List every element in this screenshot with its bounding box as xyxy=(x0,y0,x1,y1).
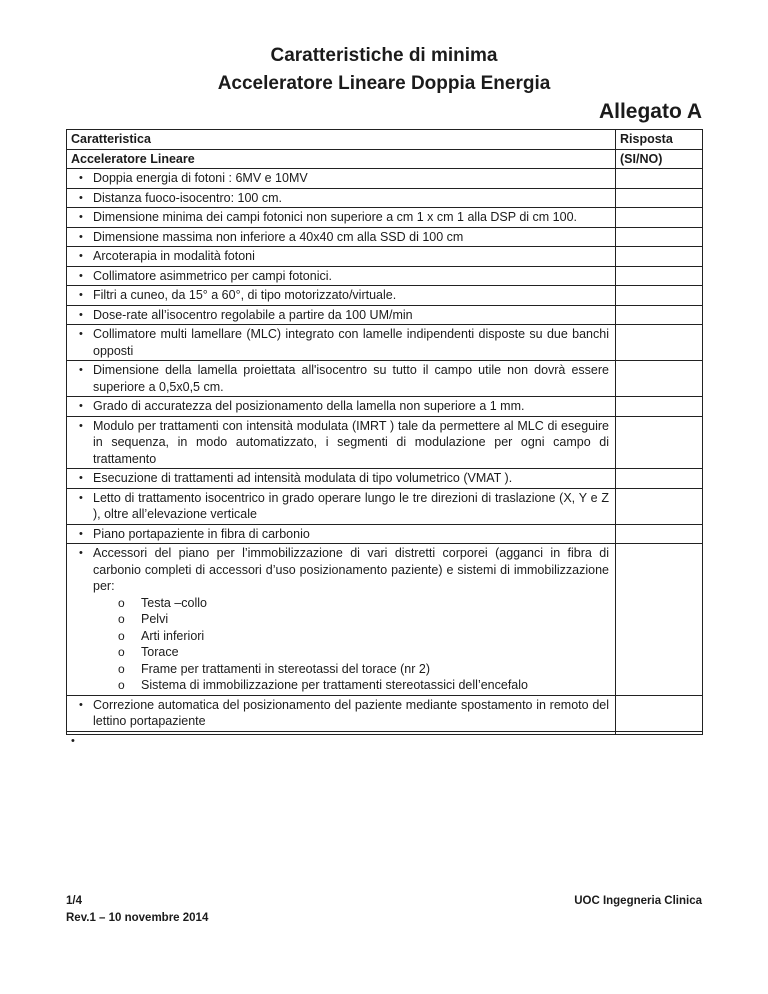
requirement-text: Modulo per trattamenti con intensità modulata (IMRT ) tale da permettere al MLC di eseguire in sequenza, in modo automatizzato, i segmenti di modulazione per ogni campo di trattamento xyxy=(93,418,609,466)
requirement-text: Grado di accuratezza del posizionamento della lamella non superiore a 1 mm. xyxy=(93,399,525,413)
bullet-icon: • xyxy=(79,547,83,559)
table-row xyxy=(67,695,703,731)
requirement-cell xyxy=(67,227,616,247)
answer-cell xyxy=(616,325,703,361)
page-footer xyxy=(66,893,702,927)
answer-cell xyxy=(616,416,703,469)
answer-cell xyxy=(616,208,703,228)
requirement-cell xyxy=(67,731,616,747)
bullet-icon: • xyxy=(79,211,83,223)
requirement-text: Dimensione della lamella proiettata all'isocentro su tutto il campo utile non dovrà essere superiore a 0,5x0,5 cm. xyxy=(93,363,609,394)
answer-cell xyxy=(616,286,703,306)
bullet-icon: • xyxy=(79,491,83,504)
circle-bullet-icon: o xyxy=(118,678,125,692)
requirement-text: Esecuzione di trattamenti ad intensità modulata di tipo volumetrico (VMAT ). xyxy=(93,471,513,485)
requirement-cell xyxy=(67,469,616,489)
department-label: UOC Ingegneria Clinica xyxy=(574,895,702,907)
sub-item-text: Frame per trattamenti in stereotassi del torace (nr 2) xyxy=(141,661,431,676)
circle-bullet-icon: o xyxy=(118,661,125,676)
answer-cell xyxy=(616,227,703,247)
bullet-icon: • xyxy=(79,364,83,376)
table-row xyxy=(67,524,703,544)
bullet-icon: • xyxy=(79,191,83,204)
table-row xyxy=(67,469,703,489)
requirement-cell xyxy=(67,524,616,544)
requirement-cell xyxy=(67,361,616,397)
revision-label: Rev.1 – 10 novembre 2014 xyxy=(66,912,209,924)
table-row xyxy=(67,286,703,306)
table-row xyxy=(67,266,703,286)
footer-left xyxy=(66,893,208,927)
table-row xyxy=(67,169,703,189)
table-row xyxy=(67,488,703,524)
requirement-text: Collimatore asimmetrico per campi fotonici. xyxy=(93,268,332,283)
requirement-text: Dimensione minima dei campi fotonici non superiore a cm 1 x cm 1 alla DSP di cm 100. xyxy=(93,210,578,224)
requirement-cell xyxy=(67,325,616,361)
sub-item-text: Arti inferiori xyxy=(141,628,205,643)
answer-cell xyxy=(616,266,703,286)
bullet-icon: • xyxy=(79,289,83,301)
table-row xyxy=(67,544,703,696)
requirement-text: Doppia energia di fotoni : 6MV e 10MV xyxy=(93,171,308,185)
sub-item-text: Testa –collo xyxy=(141,595,208,610)
answer-cell xyxy=(616,361,703,397)
requirement-text: Correzione automatica del posizionamento del paziente mediante spostamento in remoto del lettino portapaziente xyxy=(93,697,609,728)
bullet-icon: • xyxy=(79,308,83,321)
attachment-label: Allegato A xyxy=(598,100,702,123)
answer-cell xyxy=(616,469,703,489)
column-header-risposta: Risposta xyxy=(616,130,703,150)
answer-cell xyxy=(616,169,703,189)
table-row xyxy=(67,208,703,228)
table-row xyxy=(67,305,703,325)
requirement-text: Dose-rate all’isocentro regolabile a partire da 100 UM/min xyxy=(93,307,413,322)
answer-cell xyxy=(616,524,703,544)
sub-item-text: Pelvi xyxy=(141,612,169,626)
bullet-icon: • xyxy=(79,419,83,432)
circle-bullet-icon: o xyxy=(118,628,125,643)
answer-cell xyxy=(616,188,703,208)
answer-cell xyxy=(616,397,703,417)
section-header-acceleratore: Acceleratore Lineare xyxy=(67,149,616,169)
answer-cell xyxy=(616,544,703,696)
requirement-text: Letto di trattamento isocentrico in grado operare lungo le tre direzioni di traslazione (X, Y e Z ), oltre all’elevazione verticale xyxy=(93,490,609,521)
sub-item xyxy=(93,677,609,694)
page-number: 1/4 xyxy=(66,895,82,907)
sub-item xyxy=(93,644,609,661)
section-header-sino: (SI/NO) xyxy=(616,149,703,169)
answer-cell xyxy=(616,488,703,524)
requirement-cell xyxy=(67,286,616,306)
bullet-icon: • xyxy=(79,269,83,282)
sub-item-text: Sistema di immobilizzazione per trattamenti stereotassici dell’encefalo xyxy=(141,678,528,692)
requirement-text: Distanza fuoco-isocentro: 100 cm. xyxy=(93,190,282,205)
requirement-text: Dimensione massima non inferiore a 40x40 cm alla SSD di 100 cm xyxy=(93,229,464,244)
bullet-icon: • xyxy=(79,172,83,184)
requirement-text: Piano portapaziente in fibra di carbonio xyxy=(93,526,310,541)
answer-cell xyxy=(616,247,703,267)
table-header-row xyxy=(67,130,703,150)
answer-cell xyxy=(616,695,703,731)
document-title xyxy=(0,0,768,98)
requirement-text: Filtri a cuneo, da 15° a 60°, di tipo motorizzato/virtuale. xyxy=(93,288,397,302)
circle-bullet-icon: o xyxy=(118,595,125,610)
requirement-cell xyxy=(67,488,616,524)
requirement-cell xyxy=(67,188,616,208)
table-row xyxy=(67,188,703,208)
sub-item xyxy=(93,611,609,628)
requirement-cell xyxy=(67,247,616,267)
circle-bullet-icon: o xyxy=(118,612,125,626)
bullet-icon: • xyxy=(79,698,83,711)
sub-item xyxy=(93,661,609,678)
column-header-caratteristica: Caratteristica xyxy=(67,130,616,150)
sub-item xyxy=(93,628,609,645)
requirement-text: Arcoterapia in modalità fotoni xyxy=(93,249,255,263)
circle-bullet-icon: o xyxy=(118,645,125,659)
table-row xyxy=(67,731,703,734)
title-line-1: Caratteristiche di minima xyxy=(270,45,498,66)
requirement-cell xyxy=(67,416,616,469)
requirement-cell xyxy=(67,169,616,189)
requirements-table xyxy=(66,129,703,747)
requirement-cell xyxy=(67,397,616,417)
table-row xyxy=(67,227,703,247)
requirement-cell xyxy=(67,305,616,325)
table-row xyxy=(67,325,703,361)
title-line-2: Acceleratore Lineare Doppia Energia xyxy=(217,73,551,94)
table-row xyxy=(67,247,703,267)
requirement-cell xyxy=(67,695,616,731)
requirement-cell xyxy=(67,544,616,696)
answer-cell xyxy=(616,305,703,325)
requirement-cell xyxy=(67,266,616,286)
bullet-icon: • xyxy=(79,527,83,540)
bullet-icon: • xyxy=(79,230,83,243)
table-row xyxy=(67,416,703,469)
bullet-icon: • xyxy=(71,734,75,747)
bullet-icon: • xyxy=(79,328,83,340)
requirement-cell xyxy=(67,208,616,228)
bullet-icon: • xyxy=(79,250,83,262)
requirement-text: Accessori del piano per l’immobilizzazione di vari distretti corporei (agganci in fibra di carbonio completi di accessori d’uso posizionamento paziente) e sistemi di immobilizzazione per: xyxy=(93,546,609,593)
requirement-text: Collimatore multi lamellare (MLC) integrato con lamelle indipendenti disposte su due banchi opposti xyxy=(93,327,609,358)
bullet-icon: • xyxy=(79,472,83,484)
requirements-table-body xyxy=(67,169,703,747)
bullet-icon: • xyxy=(79,400,83,412)
table-row xyxy=(67,397,703,417)
table-row xyxy=(67,361,703,397)
table-section-row xyxy=(67,149,703,169)
sub-item-text: Torace xyxy=(141,645,179,659)
answer-cell xyxy=(616,731,703,734)
sub-item xyxy=(93,595,609,612)
